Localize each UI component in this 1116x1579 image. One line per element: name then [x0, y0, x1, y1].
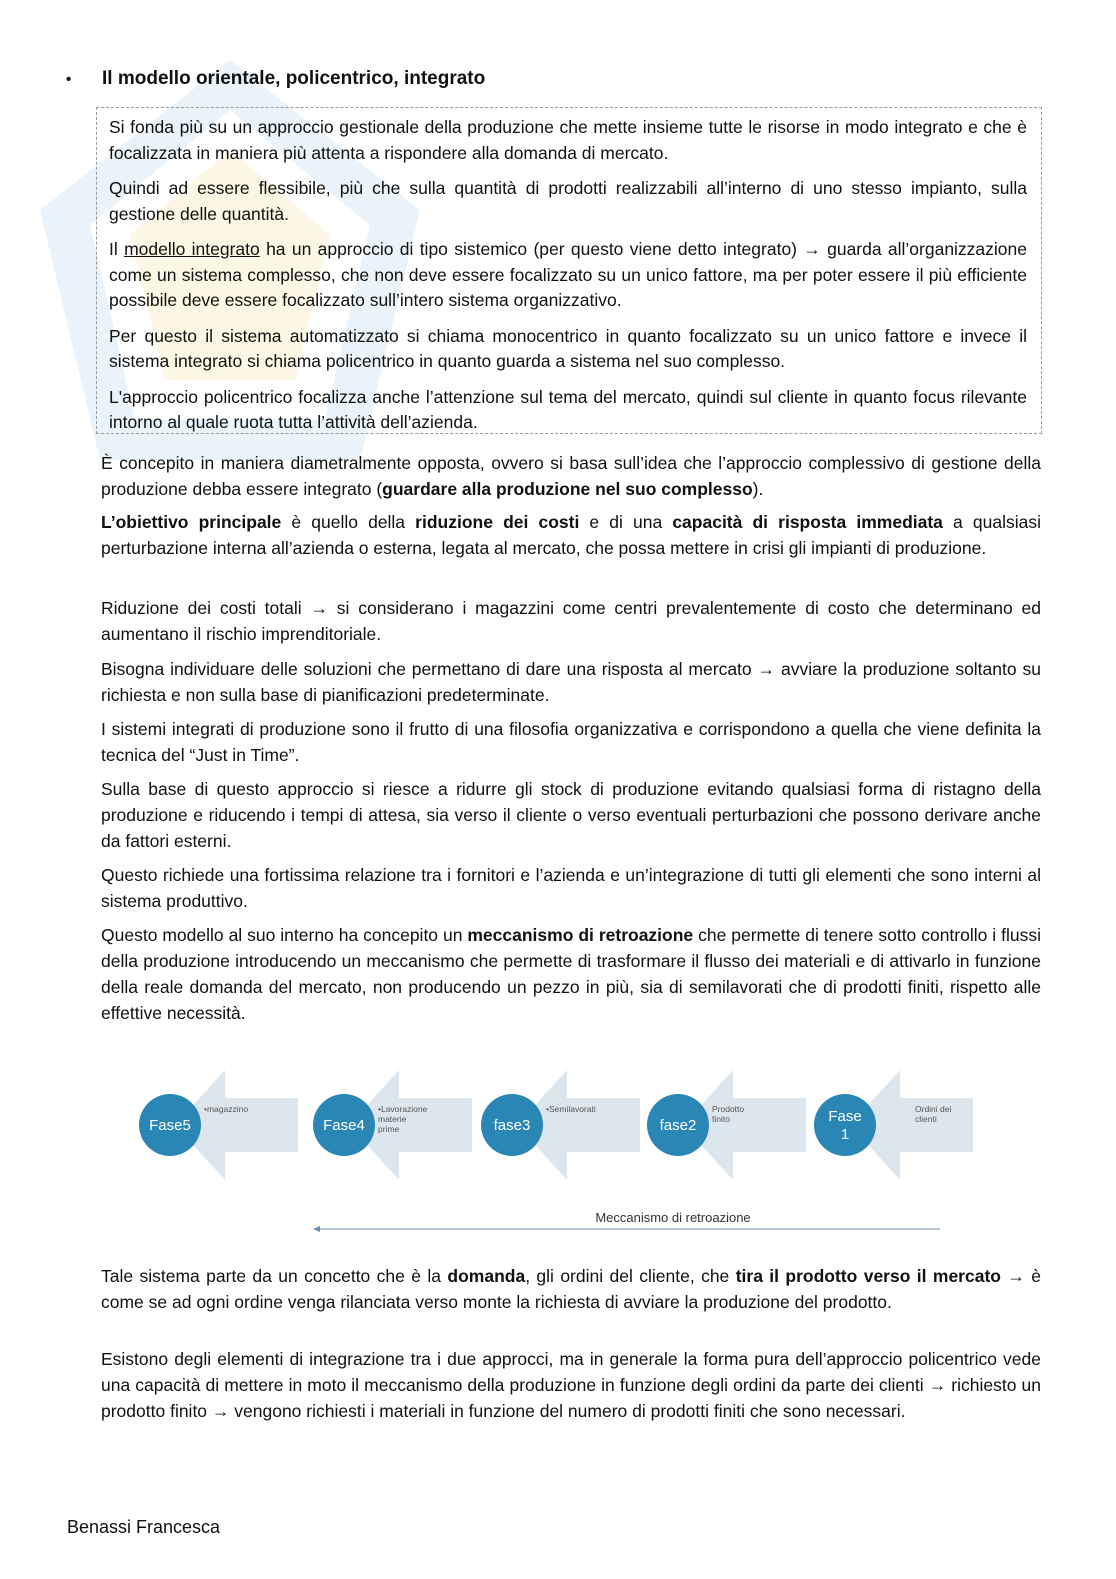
body-paragraph: È concepito in maniera diametralmente opposta, ovvero si basa sull’idea che l’approccio complessivo di gestione della produzione debba essere integrato (guardare alla produzione nel suo complesso).	[101, 453, 1041, 499]
stage-circle-label: fase2	[659, 1117, 697, 1134]
feedback-caption: Meccanismo di retroazione	[595, 1210, 751, 1225]
stage-label: prime	[378, 1124, 400, 1134]
stage-label: materie	[378, 1114, 407, 1124]
section-title: Il modello orientale, policentrico, integrato	[102, 68, 486, 89]
summary-box	[96, 107, 1042, 434]
stage-label: Prodotto	[712, 1104, 745, 1114]
stage-label: •magazzino	[204, 1104, 249, 1114]
footer-author: Benassi Francesca	[67, 1517, 221, 1537]
process-flow-diagram	[0, 1050, 1116, 1250]
bullet-icon: •	[66, 71, 72, 88]
stage-circle-label: Fase	[828, 1108, 862, 1125]
body-paragraph: Sulla base di questo approccio si riesce a ridurre gli stock di produzione evitando qualsiasi forma di ristagno della produzione e riducendo i tempi di attesa, sia verso il cliente o verso eventuali perturbazioni che possono derivare anche da fattori esterni.	[101, 779, 1041, 851]
stage-label: •Lavorazione	[378, 1104, 428, 1114]
box-paragraph: Il modello integrato ha un approccio di tipo sistemico (per questo viene detto integrato) → guarda all’organizzazione come un sistema complesso, che non deve essere focalizzato su un unico fattore, ma per poter essere il più efficiente possibile deve essere focalizzato sull’intero sistema organizzativo.	[109, 239, 1028, 310]
box-paragraph: Quindi ad essere flessibile, più che sulla quantità di prodotti realizzabili all’interno di uno stesso impianto, sulla gestione delle quantità.	[109, 178, 1027, 224]
body-paragraph: Tale sistema parte da un concetto che è la domanda, gli ordini del cliente, che tira il prodotto verso il mercato → è come se ad ogni ordine venga rilanciata verso monte la richiesta di avviare la produzione del prodotto.	[101, 1266, 1041, 1312]
stage-label: finito	[712, 1114, 730, 1124]
stage-circle	[814, 1094, 876, 1156]
stage-circle-label: Fase5	[149, 1117, 191, 1134]
section-heading	[66, 68, 485, 90]
body-paragraph: I sistemi integrati di produzione sono il frutto di una filosofia organizzativa e corrispondono a quella che viene definita la tecnica del “Just in Time”.	[101, 719, 1041, 765]
box-paragraph: L'approccio policentrico focalizza anche l’attenzione sul tema del mercato, quindi sul cliente in quanto focus rilevante intorno al quale ruota tutta l’attività dell’azienda.	[109, 386, 1027, 432]
body-paragraph: Questo modello al suo interno ha concepito un meccanismo di retroazione che permette di tenere sotto controllo i flussi della produzione introducendo un meccanismo che permette di trasformare il flusso dei materiali e di attivarlo in funzione della reale domanda del mercato, non producendo un pezzo in più, sia di semilavorati che di prodotti finiti, rispetto alle effettive necessità.	[101, 925, 1041, 1023]
box-paragraph: Per questo il sistema automatizzato si chiama monocentrico in quanto focalizzato su un unico fattore e invece il sistema integrato si chiama policentrico in quanto guarda a sistema nel suo complesso.	[109, 325, 1027, 371]
body-paragraph: Esistono degli elementi di integrazione tra i due approcci, ma in generale la forma pura dell’approccio policentrico vede una capacità di mettere in moto il meccanismo della produzione in funzione degli ordini da parte dei clienti → richiesto un prodotto finito → vengono richiesti i materiali in funzione del numero di prodotti finiti che sono necessari.	[101, 1349, 1041, 1421]
stage-circle-label: fase3	[493, 1117, 531, 1134]
underlined-term: modello integrato	[124, 239, 260, 259]
body-paragraph: Questo richiede una fortissima relazione tra i fornitori e l’azienda e un’integrazione di tutti gli elementi che sono interni al sistema produttivo.	[101, 865, 1041, 911]
stage-circle-label: 1	[840, 1126, 850, 1143]
stage-label: Ordini dei	[915, 1104, 952, 1114]
stage-label: •Semilavorati	[546, 1104, 596, 1114]
stage-label: clienti	[915, 1114, 937, 1124]
stage-circle-label: Fase4	[323, 1117, 365, 1134]
body-paragraph: Bisogna individuare delle soluzioni che permettano di dare una risposta al mercato → avviare la produzione soltanto su richiesta e non sulla base di pianificazioni predeterminate.	[101, 659, 1041, 705]
body-paragraph: L’obiettivo principale è quello della riduzione dei costi e di una capacità di risposta immediata a qualsiasi perturbazione interna all’azienda o esterna, legata al mercato, che possa mettere in crisi gli impianti di produzione.	[101, 512, 1041, 558]
body-paragraph: Riduzione dei costi totali → si considerano i magazzini come centri prevalentemente di costo che determinano ed aumentano il rischio imprenditoriale.	[101, 598, 1041, 644]
feedback-arrowhead	[313, 1226, 320, 1232]
box-paragraph: Si fonda più su un approccio gestionale della produzione che mette insieme tutte le risorse in modo integrato e che è focalizzata in maniera più attenta a rispondere alla domanda di mercato.	[109, 117, 1027, 163]
